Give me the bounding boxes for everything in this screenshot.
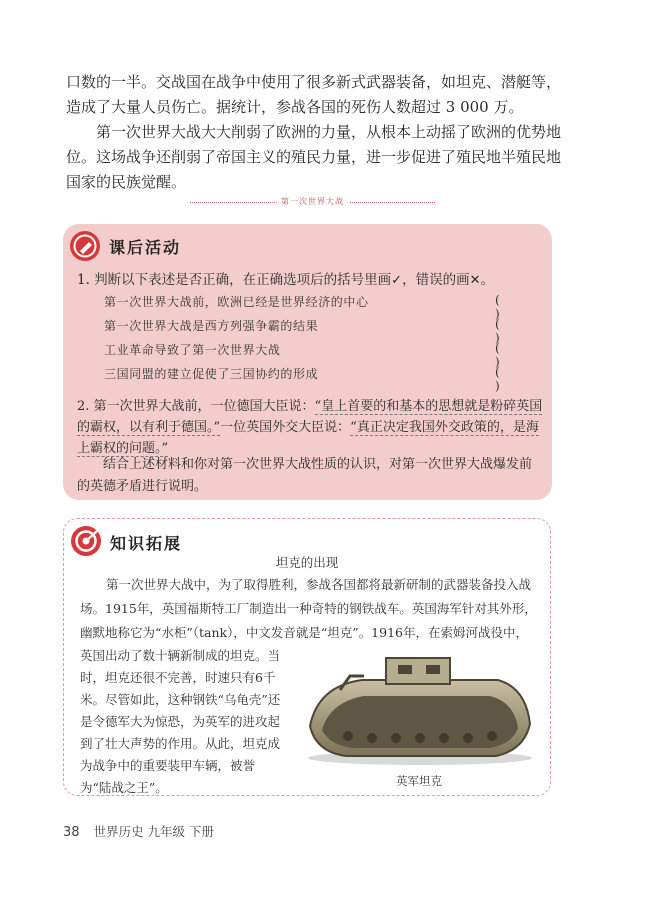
q1-mid-text: ，错误的画 — [402, 272, 470, 288]
intro-paragraph-1b: 造成了大量人员伤亡。据统计，参战各国的死伤人数超过 3 000 万。 — [66, 98, 524, 116]
question-2 — [77, 396, 547, 459]
knowledge-paragraph-1: 第一次世界大战中，为了取得胜利，参战各国都将最新研制的武器装备投入战场。1915年，英国福斯特工厂制造出一种奇特的钢铁战车。英国海军针对其外形，幽默地称它为“水柜”（tank），中文发音就是“坦克”。1916年，在索姆河战役中， — [80, 577, 537, 640]
pencil-badge-icon — [69, 230, 101, 262]
question-2-task: 结合上述材料和你对第一次世界大战性质的认识，对第一次世界大战爆发前的英德矛盾进行说明。 — [77, 457, 533, 494]
statement-2: 第一次世界大战是西方列强争霸的结果 — [104, 319, 319, 333]
knowledge-paragraph-2-first: 英国出动了数十辆新制成的坦克。当 — [80, 648, 281, 663]
statement-3: 工业革命导致了第一次世界大战 — [104, 343, 281, 357]
divider-label: 第一次世界大战 — [276, 196, 349, 207]
q2-quote-british: “真正决定我国外交政策的，是海上霸权的问题。” — [77, 420, 539, 456]
answer-blank-4[interactable]: ( ) — [495, 365, 526, 393]
british-tank-image — [300, 650, 536, 768]
q2-mid: 一位英国外交大臣说： — [220, 420, 351, 435]
intro-text — [66, 70, 572, 195]
knowledge-title: 知识拓展 — [110, 534, 183, 553]
section-divider — [190, 196, 435, 210]
answer-blank-3[interactable]: ( ) — [495, 341, 526, 369]
page-footer — [63, 822, 214, 840]
statement-1: 第一次世界大战前，欧洲已经是世界经济的中心 — [104, 295, 369, 309]
q2-lead: 2. 第一次世界大战前，一位德国大臣说： — [77, 399, 315, 414]
intro-paragraph-2: 第一次世界大战大大削弱了欧洲的力量，从根本上动摇了欧洲的优势地位。这场战争还削弱了帝国主义的殖民力量，进一步促进了殖民地半殖民地国家的民族觉醒。 — [66, 123, 562, 191]
statement-4: 三国同盟的建立促使了三国协约的形成 — [104, 367, 319, 381]
tank-caption: 英军坦克 — [396, 774, 442, 788]
page-number: 38 — [63, 825, 80, 840]
book-title: 世界历史 九年级 下册 — [93, 824, 214, 839]
check-mark-icon: ✓ — [391, 273, 403, 288]
q1-prompt-text: 1. 判断以下表述是否正确，在正确选项后的括号里画 — [77, 272, 392, 288]
question-1-prompt: 1. 判断以下表述是否正确，在正确选项后的括号里画✓，错误的画✕。 — [77, 272, 494, 288]
knowledge-paragraph-2 — [80, 645, 286, 799]
knowledge-paragraph-2-rest: 时，坦克还很不完善，时速只有6千米。尽管如此，这种钢铁“乌龟壳”还是令德军大为惊恐，为英军的进攻起到了壮大声势的作用。从此，坦克成为战争中的重要装甲车辆，被誉为“陆战之王”。 — [80, 670, 281, 795]
intro-paragraph-1a: 口数的一半。交战国在战争中使用了很多新式武器装备，如坦克、潜艇等， — [66, 73, 562, 91]
answer-blank-1[interactable]: ( ) — [495, 293, 526, 321]
answer-blank-2[interactable]: ( ) — [495, 317, 526, 345]
knowledge-extension-box — [63, 518, 551, 796]
knowledge-subtitle: 坦克的出现 — [275, 555, 339, 570]
cross-mark-icon: ✕ — [469, 273, 481, 288]
activity-title: 课后活动 — [109, 238, 182, 257]
after-class-activity-box — [63, 224, 552, 500]
q2-quote-german: “皇上首要的和基本的思想就是粉碎英国的霸权，以有利于德国。” — [77, 399, 543, 435]
